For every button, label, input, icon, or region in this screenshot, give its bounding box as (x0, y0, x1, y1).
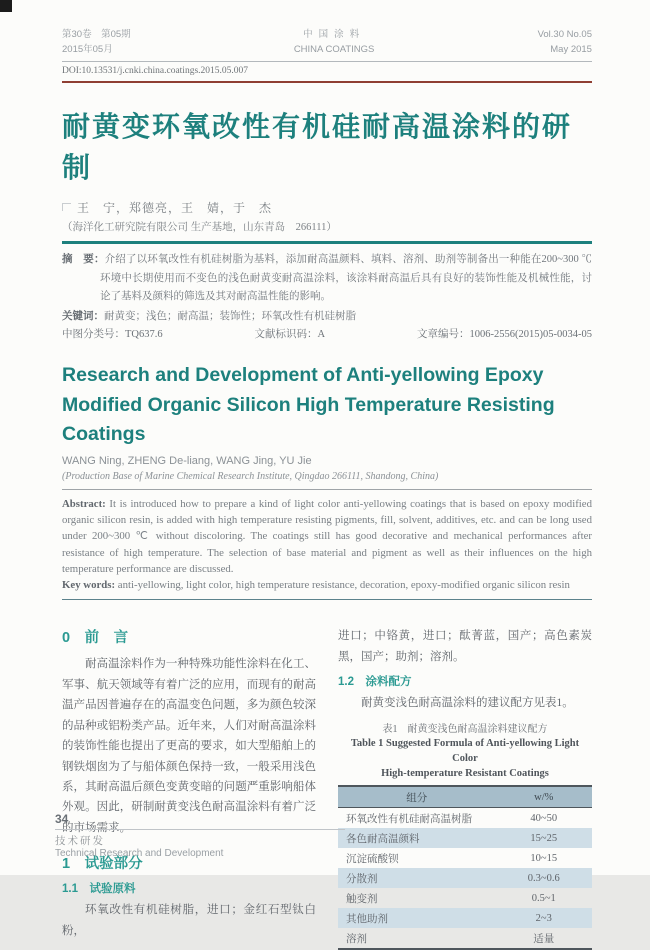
section-1-1-paragraph-left: 环氧改性有机硅树脂，进口；金红石型钛白粉， (62, 904, 316, 937)
table-cell-component: 各色耐高温颜料 (346, 833, 420, 845)
section-1-2-heading: 1.2 涂料配方 (338, 676, 412, 689)
right-column (338, 626, 592, 950)
masthead-issue-en (538, 28, 592, 57)
table-header-row (338, 786, 592, 808)
issue-date-cn: 2015年05月 (62, 43, 113, 55)
table-cell-value: 0.5~1 (531, 892, 556, 904)
abstract-cn (62, 251, 592, 308)
authors-en: WANG Ning, ZHENG De-liang, WANG Jing, YU Jie (62, 455, 312, 468)
abstract-cn-label: 摘 要： (62, 253, 105, 265)
table-cell-value: 适量 (533, 933, 555, 945)
issue-volume-cn: 第30卷 第05期 (62, 29, 131, 40)
table1-caption-en-line2: High-temperature Resistant Coatings (381, 768, 549, 780)
section-1-1-paragraph-right: 进口；中铬黄，进口；酞菁蓝，国产；高色素炭黑，国产；助剂；溶剂。 (338, 630, 592, 663)
section-1-1-heading: 1.1 试验原料 (62, 883, 136, 896)
body-columns (62, 626, 592, 950)
table1-caption-en-line1: Table 1 Suggested Formula of Anti-yellowing Light Color (350, 737, 580, 764)
table1-header (338, 786, 592, 808)
table-row (338, 908, 592, 928)
masthead-issue-cn (62, 28, 131, 57)
table1-header-value: w/% (495, 786, 592, 808)
journal-name-en: CHINA COATINGS (293, 43, 375, 55)
table1-caption-cn: 表1 耐黄变浅色耐高温涂料建议配方 (382, 723, 548, 735)
table-cell-value: 0.3~0.6 (527, 872, 560, 884)
table1 (338, 785, 592, 950)
table-cell-value: 15~25 (530, 832, 558, 844)
table-row (338, 848, 592, 868)
teal-divider (62, 241, 592, 244)
table-cell-value: 40~50 (530, 812, 558, 824)
keywords-cn (62, 308, 592, 323)
table1-caption-en (338, 736, 592, 782)
abstract-cn-text: 介绍了以环氧改性有机硅树脂为基料，添加耐高温颜料、填料、溶剂、助剂等制备出一种能在200~300 ℃环境中长期使用而不变色的浅色耐黄变耐高温涂料，该涂料耐高温后具有良好的装饰性能及机械性能，讨论了基料及颜料的筛选及其对耐高温性能的影响。 (100, 253, 592, 303)
keywords-cn-label: 关键词： (62, 311, 104, 323)
masthead-journal-name (294, 28, 375, 57)
table-row (338, 928, 592, 949)
issue-volume-en: Vol.30 No.05 (537, 29, 592, 40)
table-cell-component: 其他助剂 (346, 913, 388, 925)
article-id: 文章编号：1006-2556(2015)05-0034-05 (417, 329, 592, 341)
table-row (338, 888, 592, 908)
article-title-cn: 耐黄变环氧改性有机硅耐高温涂料的研制 (62, 111, 573, 184)
table-cell-component: 分散剂 (346, 873, 378, 885)
affiliation-en: (Production Base of Marine Chemical Research Institute, Qingdao 266111, Shandong, China) (62, 471, 439, 483)
document-code: 文献标识码：A (254, 329, 326, 341)
footer-column-name-en: Technical Research and Development (55, 848, 224, 859)
scan-corner-artifact (0, 0, 12, 12)
table-cell-value: 2~3 (535, 912, 552, 924)
issue-date-en: May 2015 (550, 43, 592, 55)
author-footnote-artifact (62, 203, 71, 211)
authors-cn (62, 199, 592, 216)
doi-line: DOI:10.13531/j.cnki.china.coatings.2015.05.007 (62, 62, 592, 83)
table-cell-value: 10~15 (530, 852, 558, 864)
table-cell-component: 沉淀硫酸钡 (346, 853, 399, 865)
footer-column-name-cn: 技术研发 (55, 835, 105, 847)
left-column (62, 626, 316, 950)
page-number: 34 (55, 812, 69, 826)
gray-divider (62, 489, 592, 490)
article-title-en: Research and Development of Anti-yellowing Epoxy Modified Organic Silicon High Temperature Resisting Coatings (62, 364, 555, 445)
section-0-paragraph: 耐高温涂料作为一种特殊功能性涂料在化工、军事、航天领域等有着广泛的应用，而现有的耐高温产品因普遍存在的高温变色问题，多为颜色较深的品种或铝粉类产品。近年来，人们对耐高温涂料的装饰性能也提出了更高的要求，如大型船舶上的钢铁烟囱为了与船体颜色保持一致，一般采用浅色系，其耐高温后颜色变黄变暗的问题严重影响船体外观。因此，研制耐黄变浅色耐高温涂料有着广泛的市场需求。 (62, 658, 316, 834)
journal-name-cn: 中国涂料 (303, 29, 366, 40)
table-cell-component: 触变剂 (346, 893, 378, 905)
abstract-en-text: It is introduced how to prepare a kind of light color anti-yellowing coatings that is based on epoxy modified organic silicon resin, is added with high temperature resisting pigments, fill, solvent, additives, etc. and can be long used under 200~300 ℃ without discoloring. The coatings still has good decorative and mechanical performances after resistance of high temperature. The selection of base material and pigment as well as their influences on the high temperature performance are discussed. (62, 498, 592, 575)
thin-divider (62, 599, 592, 600)
page-footer (55, 812, 355, 859)
keywords-en-label: Key words: (62, 578, 116, 591)
section-1-heading: 1 试验部分 (62, 856, 143, 873)
authors-cn-text: 王 宁，郑德亮，王 婧，于 杰 (77, 200, 273, 215)
table-row (338, 828, 592, 848)
footer-divider (55, 829, 345, 830)
affiliation-cn: （海洋化工研究院有限公司 生产基地，山东青岛 266111） (62, 221, 337, 233)
keywords-en-text: anti-yellowing, light color, high temperature resistance, decoration, epoxy-modified organic silicon resin (117, 578, 570, 591)
table1-body (338, 808, 592, 950)
table-row (338, 868, 592, 888)
journal-masthead (62, 28, 592, 62)
classification-row (62, 326, 592, 341)
table-cell-component: 环氧改性有机硅耐高温树脂 (346, 813, 472, 825)
table-row (338, 808, 592, 829)
keywords-en (62, 577, 592, 593)
table-cell-component: 溶剂 (346, 933, 367, 945)
keywords-cn-text: 耐黄变；浅色；耐高温；装饰性；环氧改性有机硅树脂 (104, 311, 356, 323)
clc-number: 中图分类号：TQ637.6 (62, 329, 163, 341)
abstract-en (62, 496, 592, 577)
table1-header-component: 组分 (338, 786, 495, 808)
section-0-heading: 0 前 言 (62, 630, 129, 647)
section-1-2-paragraph: 耐黄变浅色耐高温涂料的建议配方见表1。 (361, 697, 574, 710)
abstract-en-label: Abstract: (62, 498, 106, 511)
